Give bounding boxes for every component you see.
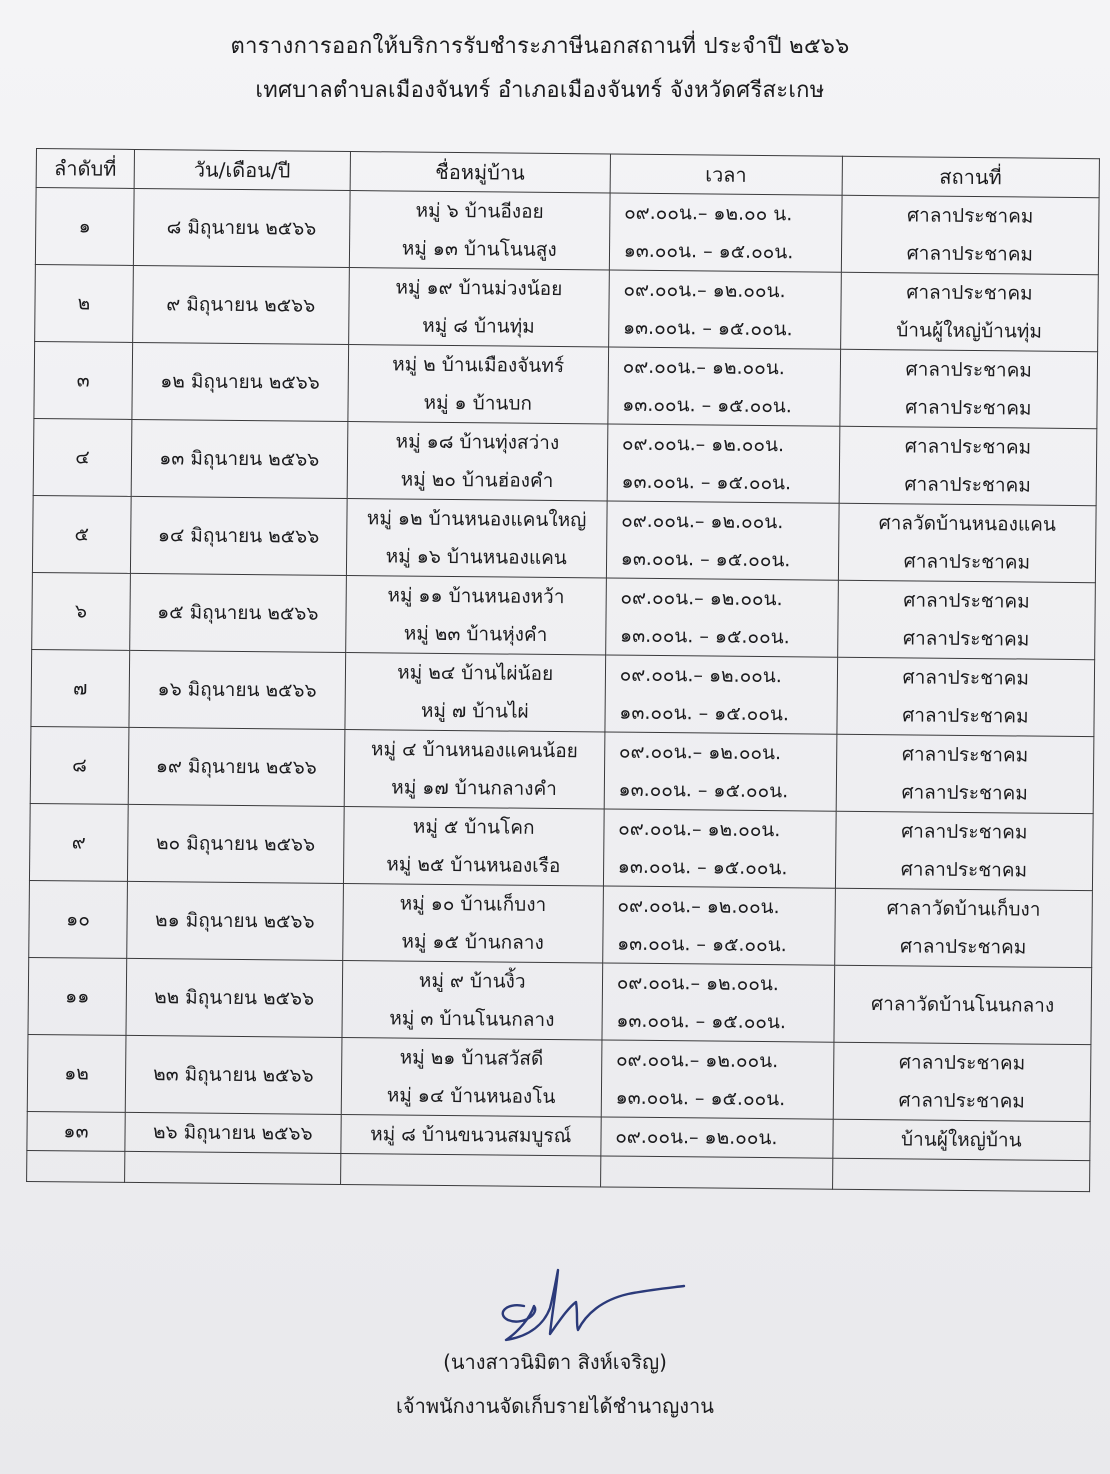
empty-cell <box>832 1158 1090 1191</box>
village-cell <box>347 422 608 501</box>
date-cell-line: ๒๑ มิถุนายน ๒๕๖๖ <box>155 909 315 933</box>
time-cell <box>608 347 841 426</box>
row-number-cell-line: ๒ <box>77 292 91 315</box>
time-cell-line: ๐๙.๐๐น.– ๑๒.๐๐น. <box>620 586 783 611</box>
date-cell-line: ๒๓ มิถุนายน ๒๕๖๖ <box>153 1063 314 1087</box>
place-cell-line: ศาลาประชาคม <box>899 935 1027 959</box>
place-cell-line: ศาลวัดบ้านหนองแคน <box>878 512 1056 536</box>
time-cell-line: ๑๓.๐๐น. – ๑๕.๐๐น. <box>616 1009 787 1034</box>
empty-cell <box>600 1156 832 1189</box>
village-cell-line: หมู่ ๑๔ บ้านหนองโน <box>386 1084 556 1109</box>
village-cell-line: หมู่ ๘ บ้านทุ่ม <box>422 314 535 338</box>
date-cell-line: ๑๒ มิถุนายน ๒๕๖๖ <box>160 370 320 394</box>
village-cell-line: หมู่ ๒ บ้านเมืองจันทร์ <box>392 353 565 378</box>
row-number-cell <box>33 418 132 496</box>
place-cell-line: ศาลาประชาคม <box>906 281 1033 305</box>
date-cell <box>130 573 346 652</box>
column-header-date: วัน/เดือน/ปี <box>134 149 350 190</box>
date-cell <box>127 881 343 960</box>
row-number-cell-line: ๘ <box>72 754 87 777</box>
row-number-cell <box>35 188 134 266</box>
time-cell-line: ๐๙.๐๐น.– ๑๒.๐๐น. <box>622 355 785 380</box>
table-row <box>35 264 1099 351</box>
village-cell <box>348 345 609 424</box>
table-row <box>27 1034 1091 1121</box>
date-cell-line: ๑๔ มิถุนายน ๒๕๖๖ <box>157 524 320 548</box>
place-cell <box>838 503 1096 582</box>
date-cell <box>130 496 346 575</box>
document-title: ตารางการออกให้บริการรับชำระภาษีนอกสถานที่ ประจำปี ๒๕๖๖ <box>230 34 850 59</box>
row-number-cell <box>30 726 129 804</box>
place-cell-line: ศาลาประชาคม <box>901 820 1028 844</box>
table-row <box>32 495 1096 582</box>
village-cell <box>345 652 606 731</box>
village-cell-line: หมู่ ๑๘ บ้านทุ่งสว่าง <box>395 430 560 455</box>
village-cell <box>341 1114 601 1155</box>
table-row <box>35 188 1099 275</box>
row-number-cell-line: ๓ <box>76 369 90 392</box>
time-cell-line: ๐๙.๐๐น.– ๑๒.๐๐น. <box>621 432 785 457</box>
date-cell <box>129 650 345 729</box>
village-cell-line: หมู่ ๑๒ บ้านหนองแคนใหญ่ <box>366 507 587 532</box>
date-cell-line: ๒๐ มิถุนายน ๒๕๖๖ <box>155 832 316 856</box>
village-cell-line: หมู่ ๑๐ บ้านเก็บงา <box>399 892 547 916</box>
village-cell-line: หมู่ ๙ บ้านงิ้ว <box>418 969 526 993</box>
place-cell-line: ศาลาประชาคม <box>905 358 1032 382</box>
schedule-table-body <box>27 188 1099 1192</box>
place-cell-line: ศาลาประชาคม <box>898 1089 1025 1113</box>
village-cell-line: หมู่ ๒๓ บ้านหุ่งคำ <box>403 622 548 646</box>
time-cell <box>605 655 838 734</box>
date-cell <box>132 342 348 421</box>
place-cell-line: ศาลาประชาคม <box>902 704 1029 728</box>
time-cell-line: ๐๙.๐๐น.– ๑๒.๐๐น. <box>618 740 782 765</box>
row-number-cell <box>32 572 131 650</box>
table-row <box>33 418 1097 505</box>
place-cell <box>835 811 1093 890</box>
row-number-cell <box>27 1111 125 1151</box>
place-cell-line: ศาลาประชาคม <box>901 743 1029 767</box>
place-cell: ศาลาวัดบ้านโนนกลาง <box>834 965 1092 1044</box>
village-cell-line: หมู่ ๒๑ บ้านสวัสดี <box>399 1046 544 1070</box>
column-header-place: สถานที่ <box>842 156 1100 197</box>
row-number-cell <box>29 803 128 881</box>
date-cell-line: ๘ มิถุนายน ๒๕๖๖ <box>166 216 317 240</box>
time-cell-line: ๐๙.๐๐น.– ๑๒.๐๐น. <box>617 894 780 919</box>
table-row <box>31 649 1095 736</box>
village-cell <box>342 883 603 962</box>
time-cell-line: ๑๓.๐๐น. – ๑๕.๐๐น. <box>620 547 791 572</box>
date-cell-line: ๑๓ มิถุนายน ๒๕๖๖ <box>159 447 320 471</box>
village-cell <box>349 191 610 270</box>
date-cell <box>127 804 343 883</box>
village-cell-line: หมู่ ๕ บ้านโคก <box>412 815 535 839</box>
time-cell-line: ๑๓.๐๐น. – ๑๕.๐๐น. <box>622 316 793 341</box>
row-number-cell-line: ๑๑ <box>65 985 90 1008</box>
place-cell-line: ศาลาประชาคม <box>904 435 1032 459</box>
village-cell <box>346 498 607 577</box>
village-cell-line: หมู่ ๗ บ้านไผ่ <box>420 699 529 723</box>
row-number-cell-line: ๕ <box>74 523 90 546</box>
village-cell-line: หมู่ ๓ บ้านโนนกลาง <box>389 1007 555 1032</box>
column-header-time: เวลา <box>610 154 842 195</box>
row-number-cell <box>35 264 134 342</box>
row-number-cell <box>31 649 130 727</box>
place-cell-line: ศาลาประชาคม <box>903 550 1031 574</box>
table-row <box>28 957 1092 1044</box>
place-cell <box>839 426 1097 505</box>
time-cell-line: ๐๙.๐๐น.– ๑๒.๐๐น. <box>615 1048 779 1073</box>
date-cell-line: ๑๖ มิถุนายน ๒๕๖๖ <box>157 678 317 702</box>
table-row <box>32 572 1096 659</box>
village-cell <box>344 729 605 808</box>
place-cell-line: ศาลาประชาคม <box>904 473 1031 497</box>
time-cell <box>601 1117 833 1158</box>
row-number-cell <box>28 957 127 1035</box>
row-number-cell <box>27 1034 126 1112</box>
table-row <box>34 341 1098 428</box>
time-cell <box>608 270 841 349</box>
table-row <box>30 726 1094 813</box>
date-cell-line: ๙ มิถุนายน ๒๕๖๖ <box>166 293 316 317</box>
row-number-cell-line: ๑ <box>78 215 91 238</box>
date-cell-line: ๑๙ มิถุนายน ๒๕๖๖ <box>155 755 317 779</box>
signer-name: (นางสาวนิมิตา สิงห์เจริญ) <box>443 1350 667 1374</box>
time-cell <box>605 578 838 657</box>
time-cell <box>602 963 835 1042</box>
place-cell-line: บ้านผู้ใหญ่บ้านทุ่ม <box>896 319 1043 343</box>
time-cell-line: ๑๓.๐๐น. – ๑๕.๐๐น. <box>623 239 794 264</box>
time-cell <box>602 886 835 965</box>
village-cell-line: หมู่ ๑๓ บ้านโนนสูง <box>401 237 557 262</box>
time-cell <box>601 1040 834 1119</box>
time-cell <box>606 501 839 580</box>
place-cell-line: บ้านผู้ใหญ่บ้าน <box>900 1128 1022 1152</box>
date-cell-line: ๑๕ มิถุนายน ๒๕๖๖ <box>157 601 319 625</box>
place-cell <box>840 272 1098 351</box>
time-cell-line: ๑๓.๐๐น. – ๑๕.๐๐น. <box>619 701 790 726</box>
time-cell-line: ๑๓.๐๐น. – ๑๕.๐๐น. <box>615 1086 786 1111</box>
date-cell-line: ๒๒ มิถุนายน ๒๕๖๖ <box>154 986 315 1010</box>
village-cell-line: หมู่ ๒๐ บ้านฮ่องคำ <box>400 468 554 492</box>
empty-cell <box>124 1151 340 1184</box>
time-cell-line: ๑๓.๐๐น. – ๑๕.๐๐น. <box>617 932 787 957</box>
time-cell-line: ๑๓.๐๐น. – ๑๕.๐๐น. <box>617 855 788 880</box>
empty-cell <box>27 1150 125 1182</box>
date-cell <box>133 188 349 267</box>
row-number-cell-line: ๔ <box>75 446 90 469</box>
place-cell-line: ศาลาประชาคม <box>900 858 1028 882</box>
village-cell-line: หมู่ ๑๑ บ้านหนองหว้า <box>387 584 565 609</box>
time-cell-line: ๑๓.๐๐น. – ๑๕.๐๐น. <box>619 624 790 649</box>
time-cell-line: ๐๙.๐๐น.– ๑๒.๐๐ น. <box>624 201 793 226</box>
village-cell-line: หมู่ ๑๕ บ้านกลาง <box>401 930 544 954</box>
document-subtitle: เทศบาลตำบลเมืองจันทร์ อำเภอเมืองจันทร์ จังหวัดศรีสะเกษ <box>255 78 825 103</box>
village-cell <box>345 575 606 654</box>
date-cell <box>131 419 347 498</box>
row-number-cell-line: ๙ <box>71 831 86 854</box>
time-cell <box>607 424 840 503</box>
village-cell-line: หมู่ ๒๕ บ้านหนองเรือ <box>386 853 561 878</box>
village-cell <box>343 806 604 885</box>
table-row <box>29 880 1093 967</box>
row-number-cell <box>34 341 133 419</box>
time-cell-line: ๐๙.๐๐น.– ๑๒.๐๐น. <box>623 278 786 303</box>
village-cell <box>341 1037 602 1116</box>
signer-position: เจ้าพนักงานจัดเก็บรายได้ชำนาญงาน <box>396 1394 714 1418</box>
place-cell <box>841 195 1099 274</box>
column-header-number: ลำดับที่ <box>36 149 134 189</box>
time-cell <box>609 193 842 272</box>
date-cell <box>128 727 344 806</box>
row-number-cell <box>32 495 131 573</box>
column-header-village: ชื่อหมู่บ้าน <box>350 152 610 193</box>
place-cell <box>837 580 1095 659</box>
place-cell-line: ศาลาประชาคม <box>906 204 1034 228</box>
row-number-cell-line: ๑๐ <box>66 908 90 931</box>
row-number-cell-line: ๗ <box>73 677 88 700</box>
row-number-cell-line: ๑๒ <box>64 1062 89 1085</box>
place-cell-line: ศาลาประชาคม <box>898 1051 1026 1075</box>
place-cell <box>836 734 1094 813</box>
date-cell <box>125 1035 341 1114</box>
place-cell-line: ศาลาวัดบ้านเก็บงา <box>886 897 1041 921</box>
village-cell-line: หมู่ ๔ บ้านหนองแคนน้อย <box>370 738 578 763</box>
place-cell-line: ศาลาประชาคม <box>905 396 1032 420</box>
time-cell-line: ๐๙.๐๐น.– ๑๒.๐๐น. <box>618 817 781 842</box>
place-cell <box>832 1119 1090 1160</box>
time-cell-line: ๐๙.๐๐น.– ๑๒.๐๐น. <box>615 1125 778 1150</box>
schedule-table <box>26 148 1100 1192</box>
village-cell-line: หมู่ ๑๗ บ้านกลางคำ <box>391 776 558 801</box>
empty-cell <box>340 1153 600 1186</box>
village-cell-line: หมู่ ๖ บ้านอีงอย <box>415 199 544 223</box>
handwritten-signature <box>478 1262 698 1352</box>
row-number-cell <box>29 880 128 958</box>
row-number-cell-line: ๖ <box>74 600 88 623</box>
village-cell <box>348 268 609 347</box>
village-cell <box>342 960 603 1039</box>
time-cell-line: ๐๙.๐๐น.– ๑๒.๐๐น. <box>619 663 782 688</box>
place-cell <box>833 1042 1091 1121</box>
village-cell-line: หมู่ ๘ บ้านขนวนสมบูรณ์ <box>370 1123 572 1148</box>
village-cell-line: หมู่ ๑๙ บ้านม่วงน้อย <box>395 276 563 301</box>
time-cell-line: ๐๙.๐๐น.– ๑๒.๐๐น. <box>616 971 780 996</box>
time-cell <box>603 809 836 888</box>
place-cell-line: ศาลาประชาคม <box>901 781 1028 805</box>
place-cell <box>840 349 1098 428</box>
place-cell <box>834 888 1092 967</box>
row-number-cell-line: ๑๓ <box>63 1120 89 1143</box>
table-row <box>29 803 1093 890</box>
village-cell-line: หมู่ ๑๖ บ้านหนองแคน <box>385 545 567 570</box>
place-cell-line: ศาลาประชาคม <box>906 242 1034 266</box>
time-cell <box>604 732 837 811</box>
village-cell-line: หมู่ ๑ บ้านบก <box>423 391 533 415</box>
time-cell-line: ๑๓.๐๐น. – ๑๕.๐๐น. <box>622 393 792 418</box>
time-cell-line: ๑๓.๐๐น. – ๑๕.๐๐น. <box>618 778 789 803</box>
time-cell-line: ๐๙.๐๐น.– ๑๒.๐๐น. <box>621 509 784 534</box>
date-cell <box>126 958 342 1037</box>
time-cell-line: ๑๓.๐๐น. – ๑๕.๐๐น. <box>621 470 792 495</box>
village-cell-line: หมู่ ๒๔ บ้านไผ่น้อย <box>397 661 554 685</box>
date-cell <box>133 265 349 344</box>
place-cell-line: ศาลาประชาคม <box>902 666 1030 690</box>
place-cell-line: ศาลาประชาคม <box>902 627 1030 651</box>
place-cell-line: ศาลาประชาคม <box>903 589 1030 613</box>
date-cell-line: ๒๖ มิถุนายน ๒๕๖๖ <box>152 1121 313 1145</box>
place-cell <box>837 657 1095 736</box>
date-cell <box>125 1112 341 1153</box>
